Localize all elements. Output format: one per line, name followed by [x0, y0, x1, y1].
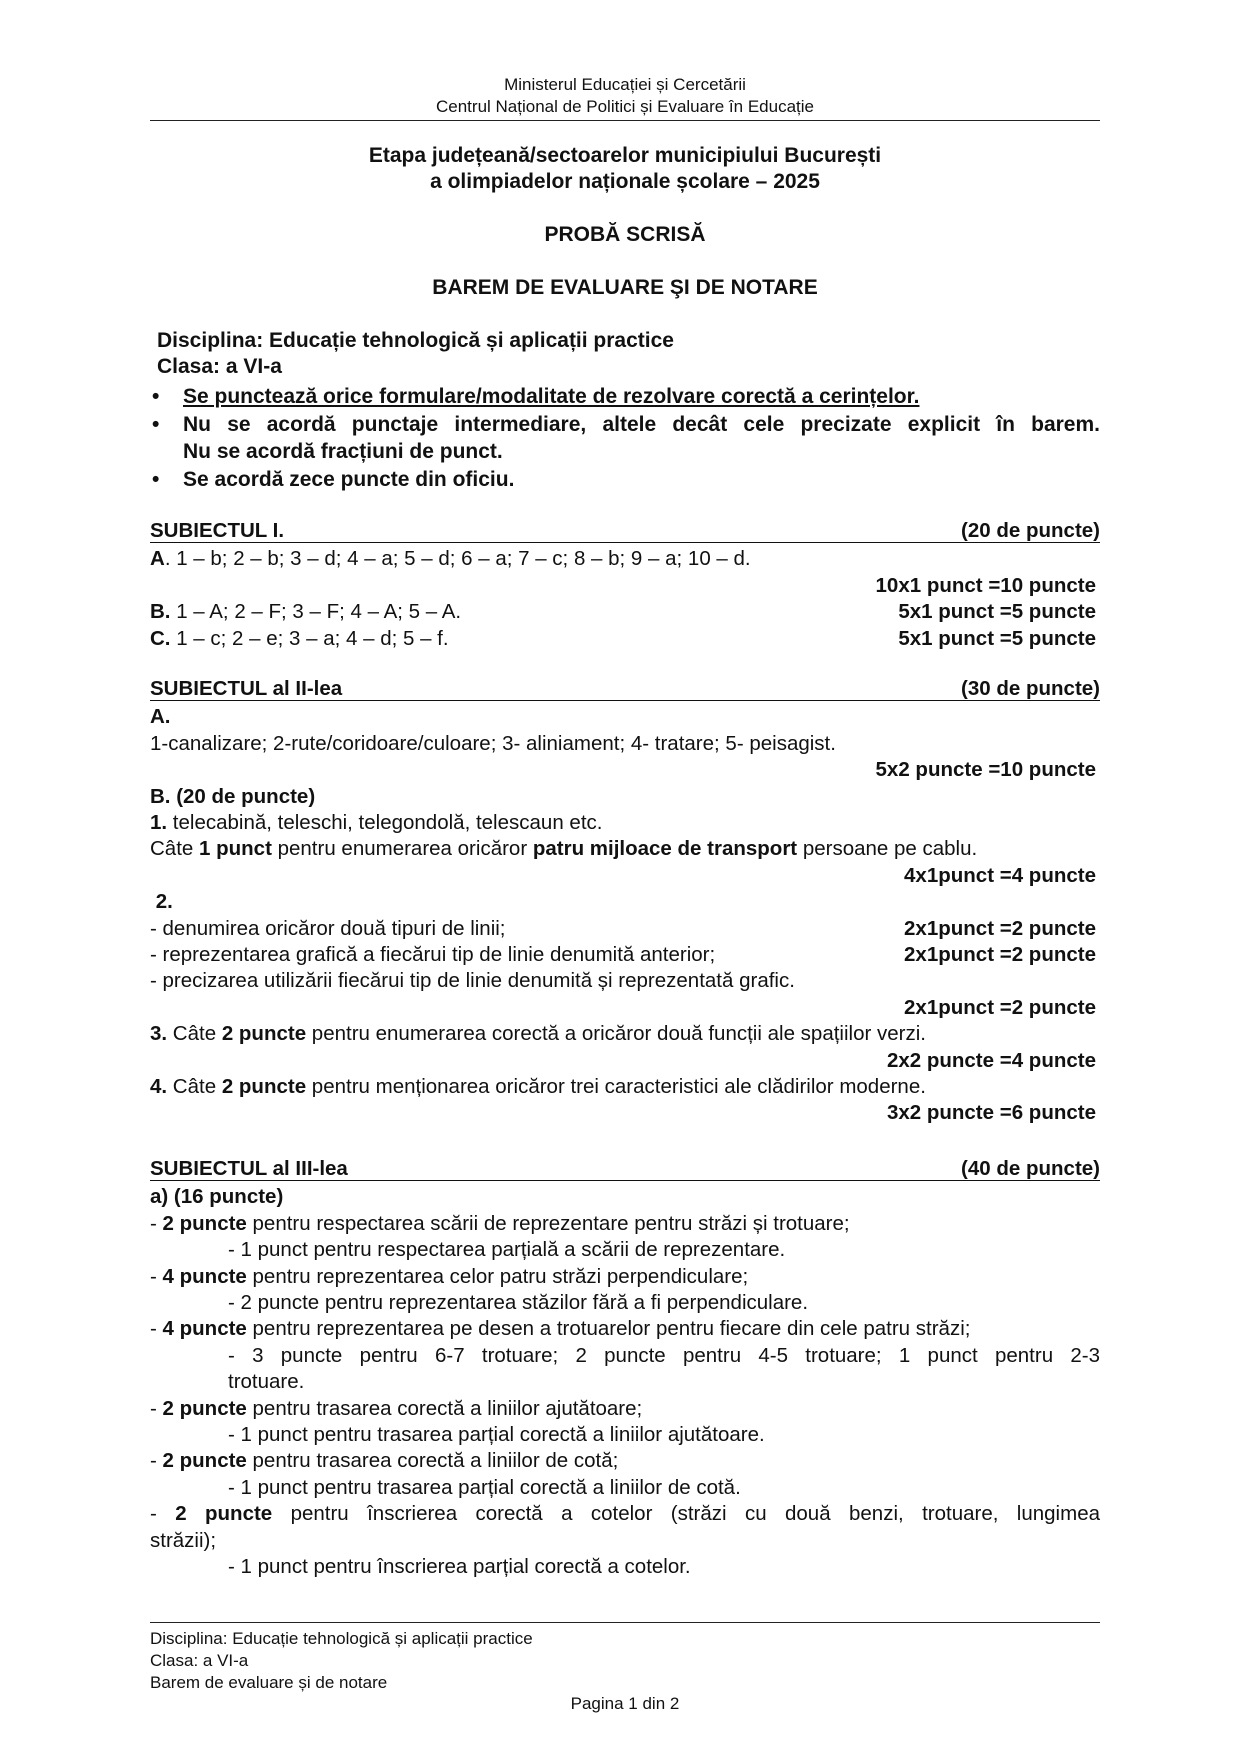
line-text — [150, 1501, 1100, 1527]
bold-text: 4 puncte — [162, 1317, 247, 1341]
text: 1 – A; 2 – F; 3 – F; 4 – A; 5 – A. — [170, 600, 462, 624]
page-header — [150, 74, 1100, 118]
text: Câte — [167, 1075, 222, 1099]
scoring-line — [150, 546, 1100, 572]
bold-text: 2 puncte — [162, 1396, 247, 1420]
scoring-line — [150, 1369, 1100, 1395]
text: Câte — [150, 837, 199, 861]
line-text — [150, 889, 1100, 915]
page-number: Pagina 1 din 2 — [570, 1694, 680, 1713]
points-total: 2x1punct =2 puncte — [904, 943, 1096, 967]
line-text — [150, 731, 1100, 757]
scoring-line — [150, 1264, 1100, 1290]
text: - — [150, 1449, 163, 1473]
text: pentru menționarea oricăror trei caracteristici ale clădirilor moderne. — [306, 1075, 926, 1099]
text: - 1 punct pentru trasarea parțial corectă a liniilor ajutătoare. — [228, 1423, 765, 1447]
scoring-line — [150, 810, 1100, 836]
points-total: 2x2 puncte =4 puncte — [886, 1048, 1096, 1072]
rule-text: Nu se acordă punctaje intermediare, altele decât cele precizate explicit în barem. — [183, 412, 1100, 436]
bold-text: 1. — [150, 811, 168, 835]
bold-text: 4 puncte — [162, 1264, 247, 1288]
line-text — [150, 1396, 1100, 1422]
scoring-line — [150, 1554, 1100, 1580]
section-title: SUBIECTUL I. — [150, 519, 285, 542]
line-text — [150, 1528, 1100, 1554]
scoring-line — [150, 1422, 1100, 1448]
scoring-line — [150, 784, 1100, 810]
line-text — [150, 995, 904, 1021]
text: pentru trasarea corectă a liniilor de cotă; — [246, 1449, 619, 1473]
rule-text: Se acordă zece puncte din oficiu. — [183, 467, 515, 491]
scoring-line — [150, 1074, 1100, 1100]
scoring-line — [150, 1237, 1100, 1263]
scoring-line — [150, 1100, 1100, 1126]
bold-text: A — [150, 547, 165, 571]
scoring-line — [150, 731, 1100, 757]
line-text — [150, 704, 1100, 730]
text: pentru reprezentarea celor patru străzi perpendiculare; — [246, 1264, 749, 1288]
scoring-line — [150, 757, 1100, 783]
scoring-line — [150, 704, 1100, 730]
rule-item — [150, 466, 1100, 494]
text: pentru înscrierea corectă a cotelor (străzi cu două benzi, trotuare, lungimea — [272, 1502, 1100, 1526]
title-line-2: a olimpiadelor naționale școlare – 2025 — [430, 170, 820, 194]
ministry-name: Ministerul Educației și Cercetării — [504, 75, 746, 94]
bold-text: 2 puncte — [221, 1022, 307, 1046]
text: pentru respectarea scării de reprezentare pentru străzi și trotuare; — [246, 1211, 850, 1235]
scoring-line — [150, 863, 1100, 889]
rule-item — [150, 411, 1100, 466]
section-points: (30 de puncte) — [961, 677, 1100, 700]
text: 1-canalizare; 2-rute/coridoare/culoare; 3- aliniament; 4- tratare; 5- peisagist. — [150, 731, 836, 755]
line-text — [150, 1021, 1100, 1047]
section-title: SUBIECTUL al II-lea — [150, 677, 343, 700]
line-text — [150, 784, 1100, 810]
bold-text: 3. — [150, 1022, 168, 1046]
line-text — [150, 546, 1100, 572]
points-total: 4x1punct =4 puncte — [904, 863, 1096, 887]
scoring-line — [150, 1184, 1100, 1210]
bold-text: 2 puncte — [162, 1449, 247, 1473]
line-text — [150, 1290, 1100, 1316]
text: - — [150, 1317, 163, 1341]
line-text — [150, 1422, 1100, 1448]
line-text — [150, 968, 1100, 994]
section-heading — [150, 1157, 1100, 1181]
text: - denumirea oricăror două tipuri de linii; — [150, 916, 506, 940]
footer-grade: Clasa: a VI-a — [150, 1651, 249, 1670]
line-text — [150, 1554, 1100, 1580]
line-text — [150, 757, 876, 783]
line-text — [150, 1475, 1100, 1501]
text: pentru trasarea corectă a liniilor ajutătoare; — [246, 1396, 643, 1420]
rule-text: Se punctează orice formulare/modalitate de rezolvare corectă a cerințelor. — [183, 385, 920, 408]
scoring-line — [150, 1448, 1100, 1474]
text: - — [150, 1502, 176, 1526]
scoring-line — [150, 626, 1100, 652]
section-points: (40 de puncte) — [961, 1157, 1100, 1180]
bullet-icon: • — [152, 412, 160, 436]
grade: Clasa: a VI-a — [157, 355, 282, 379]
text: - precizarea utilizării fiecărui tip de linie denumită și reprezentată grafic. — [150, 969, 795, 993]
title-line-1: Etapa județeană/sectoarelor municipiului București — [368, 144, 882, 167]
points-total: 5x1 punct =5 puncte — [898, 626, 1096, 650]
points-total: 2x1punct =2 puncte — [904, 916, 1096, 940]
text: - reprezentarea grafică a fiecărui tip de linie denumită anterior; — [150, 943, 716, 967]
text: Câte — [167, 1022, 222, 1046]
points-total: 10x1 punct =10 puncte — [875, 573, 1096, 597]
text: - — [150, 1396, 163, 1420]
text: . 1 – b; 2 – b; 3 – d; 4 – a; 5 – d; 6 – a; 7 – c; 8 – b; 9 – a; 10 – d. — [164, 547, 751, 571]
bullet-icon: • — [152, 385, 160, 408]
bold-text: 4. — [150, 1075, 168, 1099]
bold-text: 1 punct — [199, 837, 272, 861]
section-points: (20 de puncte) — [961, 519, 1100, 542]
bold-text: patru mijloace de transport — [532, 837, 798, 861]
scoring-line — [150, 1343, 1100, 1369]
bold-text: B. (20 de puncte) — [150, 784, 316, 808]
points-total: 5x1 punct =5 puncte — [898, 600, 1096, 624]
scoring-line — [150, 1475, 1100, 1501]
text: trotuare. — [228, 1370, 305, 1394]
scoring-line — [150, 1290, 1100, 1316]
text: - 1 punct pentru trasarea parțial corectă a liniilor de cotă. — [228, 1475, 741, 1499]
scoring-line — [150, 889, 1100, 915]
text: - 2 puncte pentru reprezentarea stăzilor fără a fi perpendiculare. — [228, 1291, 809, 1315]
line-text — [150, 1211, 1100, 1237]
line-text — [150, 810, 1100, 836]
text: străzii); — [150, 1528, 217, 1552]
bold-text: B. — [150, 600, 171, 624]
scoring-line — [150, 1528, 1100, 1554]
scoring-line — [150, 599, 1100, 625]
line-text — [150, 942, 904, 968]
scoring-line — [150, 968, 1100, 994]
rule-item — [150, 383, 1100, 411]
points-total: 2x1punct =2 puncte — [904, 995, 1096, 1019]
general-rules — [150, 383, 1100, 493]
line-text — [150, 1100, 887, 1126]
footer-doc-type: Barem de evaluare și de notare — [150, 1673, 388, 1692]
points-total: 3x2 puncte =6 puncte — [886, 1101, 1096, 1125]
scoring-line — [150, 1021, 1100, 1047]
text: - 1 punct pentru înscrierea parțial corectă a cotelor. — [228, 1555, 691, 1579]
scoring-line — [150, 1396, 1100, 1422]
discipline: Disciplina: Educație tehnologică și aplicații practice — [157, 329, 674, 352]
scoring-line — [150, 1211, 1100, 1237]
line-text — [150, 1048, 887, 1074]
bold-text: 2 puncte — [175, 1502, 273, 1526]
scoring-line — [150, 1316, 1100, 1342]
proba-title: PROBĂ SCRISĂ — [544, 223, 706, 247]
document-title — [150, 143, 1100, 301]
line-text — [150, 599, 898, 625]
subject-2 — [150, 677, 1100, 1127]
subject-1 — [150, 519, 1100, 652]
line-text — [150, 626, 898, 652]
text: pentru enumerarea oricăror — [271, 837, 533, 861]
scoring-line — [150, 1501, 1100, 1527]
bullet-icon: • — [152, 467, 160, 491]
bold-text: a) (16 puncte) — [150, 1185, 284, 1209]
line-text — [150, 1343, 1100, 1369]
line-text — [150, 916, 904, 942]
scoring-line — [150, 836, 1100, 862]
scoring-line — [150, 916, 1100, 942]
line-text — [150, 863, 904, 889]
section-heading — [150, 677, 1100, 701]
page-footer — [150, 1628, 533, 1694]
header-rule — [150, 120, 1100, 121]
line-text — [150, 1184, 1100, 1210]
scoring-line — [150, 995, 1100, 1021]
bold-text: 2 puncte — [221, 1075, 307, 1099]
line-text — [150, 1264, 1100, 1290]
barem-title: BAREM DE EVALUARE ŞI DE NOTARE — [432, 276, 818, 299]
bold-text: 2 puncte — [162, 1211, 247, 1235]
line-text — [150, 1448, 1100, 1474]
scoring-line — [150, 942, 1100, 968]
line-text — [150, 1074, 1100, 1100]
points-total: 5x2 puncte =10 puncte — [875, 758, 1096, 782]
section-title: SUBIECTUL al III-lea — [150, 1157, 348, 1180]
line-text — [150, 836, 1100, 862]
text: - 3 puncte pentru 6-7 trotuare; 2 puncte pentru 4-5 trotuare; 1 punct pentru 2-3 — [228, 1343, 1100, 1367]
scoring-line — [150, 1048, 1100, 1074]
rule-text: Nu se acordă fracțiuni de punct. — [183, 440, 503, 463]
text: - — [150, 1211, 163, 1235]
footer-discipline: Disciplina: Educație tehnologică și aplicații practice — [150, 1629, 533, 1648]
text: telecabină, teleschi, telegondolă, telescaun etc. — [167, 811, 603, 835]
section-heading — [150, 519, 1100, 543]
text: - — [150, 1264, 163, 1288]
scoring-line — [150, 573, 1100, 599]
line-text — [150, 1316, 1100, 1342]
text: pentru reprezentarea pe desen a trotuarelor pentru fiecare din cele patru străzi; — [246, 1317, 971, 1341]
line-text — [150, 573, 876, 599]
bold-text: 2. — [150, 890, 173, 914]
bold-text: A. — [150, 705, 171, 729]
text: pentru enumerarea corectă a oricăror două funcții ale spațiilor verzi. — [306, 1022, 926, 1046]
center-name: Centrul Național de Politici și Evaluare în Educație — [436, 97, 814, 116]
text: 1 – c; 2 – e; 3 – a; 4 – d; 5 – f. — [170, 626, 449, 650]
exam-meta — [157, 328, 674, 381]
bold-text: C. — [150, 626, 171, 650]
footer-rule — [150, 1622, 1100, 1623]
line-text — [150, 1237, 1100, 1263]
text: persoane pe cablu. — [797, 837, 978, 861]
subject-3 — [150, 1157, 1100, 1580]
line-text — [150, 1369, 1100, 1395]
text: - 1 punct pentru respectarea parțială a scării de reprezentare. — [228, 1238, 786, 1262]
